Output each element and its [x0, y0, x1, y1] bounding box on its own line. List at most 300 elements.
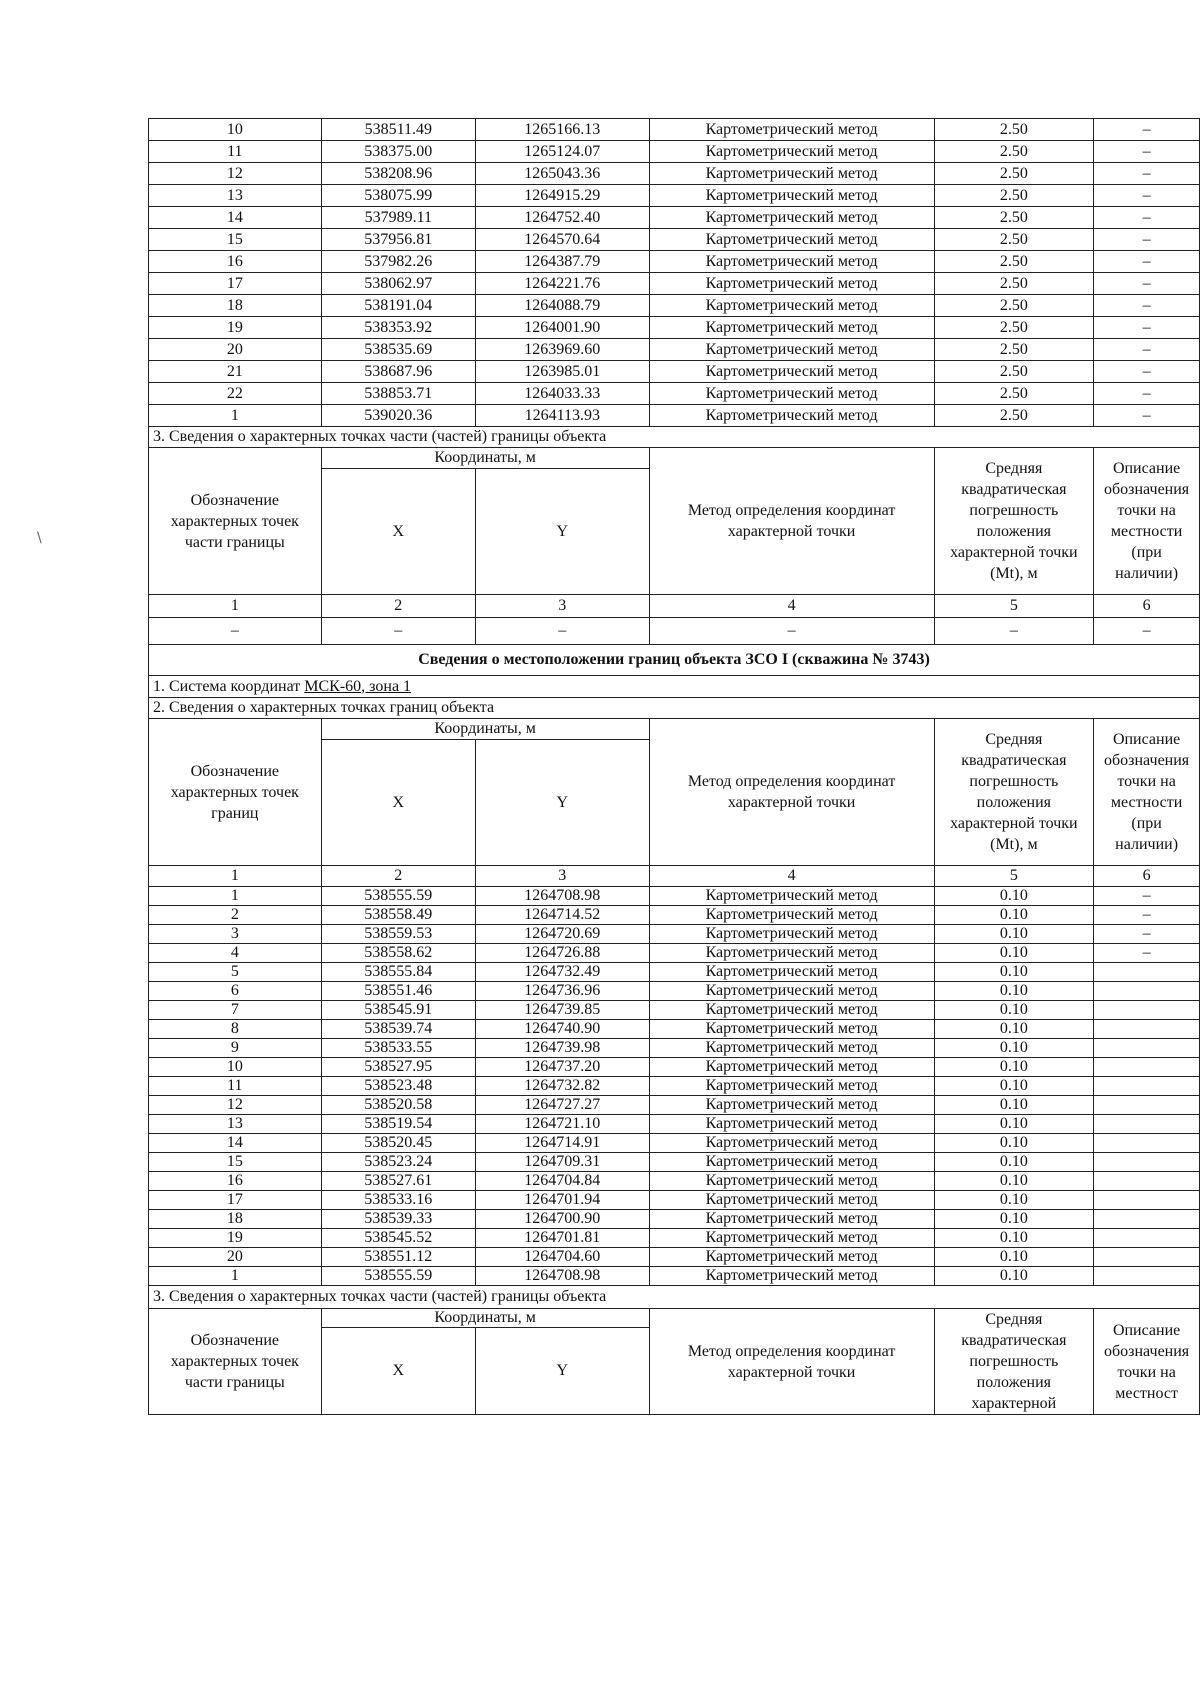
table-row: [149, 906, 1200, 925]
error-value: 0.10: [934, 1248, 1094, 1267]
description: –: [1094, 906, 1200, 925]
point-number: 3: [149, 925, 322, 944]
coord-y: 1264704.84: [475, 1172, 649, 1191]
coord-x: 538558.62: [321, 944, 475, 963]
table-row: [149, 887, 1200, 906]
colnum-1: 1: [149, 595, 322, 618]
point-number: 14: [149, 1134, 322, 1153]
section3-title-row: [149, 427, 1200, 448]
table-row: [149, 1115, 1200, 1134]
method: Картометрический метод: [649, 944, 934, 963]
coord-x: 538523.24: [321, 1153, 475, 1172]
header-error-3: Средняя квадратическая погрешность положения характерной: [934, 1309, 1094, 1415]
table-row: [149, 119, 1200, 141]
colnum-2: 2: [321, 595, 475, 618]
point-number: 2: [149, 906, 322, 925]
coord-y: 1264714.52: [475, 906, 649, 925]
document-page: [148, 118, 1200, 1415]
method: Картометрический метод: [649, 1039, 934, 1058]
coord-x: 537982.26: [321, 251, 475, 273]
column-numbers-row-2: [149, 866, 1200, 887]
method: Картометрический метод: [649, 982, 934, 1001]
error-value: 0.10: [934, 944, 1094, 963]
table1-body: [149, 119, 1200, 427]
colnum-2: 2: [321, 866, 475, 887]
coord-y: 1264088.79: [475, 295, 649, 317]
header-description-2: Описание обозначения точки на местности (при наличии): [1094, 719, 1200, 866]
description: [1094, 1058, 1200, 1077]
error-value: 0.10: [934, 1115, 1094, 1134]
coord-system-value: МСК-60, зона 1: [304, 677, 412, 695]
table-row: [149, 339, 1200, 361]
coord-x: 538208.96: [321, 163, 475, 185]
point-number: 13: [149, 185, 322, 207]
coord-x: 537989.11: [321, 207, 475, 229]
colnum-6: 6: [1094, 866, 1200, 887]
method: Картометрический метод: [649, 251, 934, 273]
point-number: 18: [149, 1210, 322, 1229]
point-number: 17: [149, 1191, 322, 1210]
table-row: [149, 163, 1200, 185]
table-row: [149, 1153, 1200, 1172]
error-value: 2.50: [934, 339, 1094, 361]
coord-x: 538375.00: [321, 141, 475, 163]
header-part2-row-1: [149, 1309, 1200, 1328]
description: –: [1094, 383, 1200, 405]
error-value: 2.50: [934, 295, 1094, 317]
method: Картометрический метод: [649, 1210, 934, 1229]
coord-y: 1264727.27: [475, 1096, 649, 1115]
error-value: 2.50: [934, 361, 1094, 383]
coord-y: 1264732.82: [475, 1077, 649, 1096]
column-numbers-row: [149, 595, 1200, 618]
point-number: 17: [149, 273, 322, 295]
method: Картометрический метод: [649, 317, 934, 339]
description: –: [1094, 339, 1200, 361]
error-value: 0.10: [934, 887, 1094, 906]
coord-x: 538539.74: [321, 1020, 475, 1039]
description: [1094, 1267, 1200, 1286]
empty-cell: –: [149, 618, 322, 645]
error-value: 2.50: [934, 163, 1094, 185]
section3-title: 3. Сведения о характерных точках части (частей) границы объекта: [149, 427, 1200, 448]
point-number: 6: [149, 982, 322, 1001]
colnum-4: 4: [649, 866, 934, 887]
coord-y: 1265124.07: [475, 141, 649, 163]
description: –: [1094, 887, 1200, 906]
point-number: 18: [149, 295, 322, 317]
coord-y: 1264736.96: [475, 982, 649, 1001]
header-part-col1: Обозначение характерных точек части границы: [149, 448, 322, 595]
error-value: 2.50: [934, 119, 1094, 141]
coord-y: 1264001.90: [475, 317, 649, 339]
colnum-5: 5: [934, 866, 1094, 887]
table-row: [149, 925, 1200, 944]
section2-title: 2. Сведения о характерных точках границ объекта: [149, 698, 1200, 719]
table-row: [149, 317, 1200, 339]
method: Картометрический метод: [649, 141, 934, 163]
point-number: 14: [149, 207, 322, 229]
table-row: [149, 944, 1200, 963]
error-value: 2.50: [934, 141, 1094, 163]
point-number: 11: [149, 1077, 322, 1096]
point-number: 16: [149, 251, 322, 273]
header-error-2: Средняя квадратическая погрешность положения характерной точки (Mt), м: [934, 719, 1094, 866]
description: [1094, 1210, 1200, 1229]
coord-y: 1263969.60: [475, 339, 649, 361]
empty-row: [149, 618, 1200, 645]
error-value: 0.10: [934, 1077, 1094, 1096]
error-value: 0.10: [934, 1210, 1094, 1229]
header-coords-3: Координаты, м: [321, 1309, 649, 1328]
method: Картометрический метод: [649, 1020, 934, 1039]
error-value: 0.10: [934, 1229, 1094, 1248]
coord-y: 1264721.10: [475, 1115, 649, 1134]
coord-x: 538551.46: [321, 982, 475, 1001]
coord-y: 1264739.85: [475, 1001, 649, 1020]
empty-cell: –: [1094, 618, 1200, 645]
point-number: 1: [149, 887, 322, 906]
coord-x: 538687.96: [321, 361, 475, 383]
point-number: 10: [149, 1058, 322, 1077]
table-row: [149, 229, 1200, 251]
error-value: 2.50: [934, 273, 1094, 295]
method: Картометрический метод: [649, 1191, 934, 1210]
point-number: 15: [149, 229, 322, 251]
method: Картометрический метод: [649, 887, 934, 906]
description: [1094, 1020, 1200, 1039]
description: –: [1094, 185, 1200, 207]
table-row: [149, 1096, 1200, 1115]
coord-y: 1264752.40: [475, 207, 649, 229]
table-row: [149, 1134, 1200, 1153]
coord-y: 1264701.94: [475, 1191, 649, 1210]
empty-cell: –: [934, 618, 1094, 645]
coord-y: 1264739.98: [475, 1039, 649, 1058]
section3-title-row-2: [149, 1286, 1200, 1309]
description: [1094, 1115, 1200, 1134]
coord-x: 538191.04: [321, 295, 475, 317]
description: [1094, 1134, 1200, 1153]
description: –: [1094, 141, 1200, 163]
error-value: 0.10: [934, 1001, 1094, 1020]
method: Картометрический метод: [649, 1058, 934, 1077]
coord-x: 538527.95: [321, 1058, 475, 1077]
description: –: [1094, 405, 1200, 427]
coord-y: 1264570.64: [475, 229, 649, 251]
description: [1094, 1096, 1200, 1115]
header-x: X: [321, 469, 475, 595]
description: [1094, 1153, 1200, 1172]
error-value: 2.50: [934, 207, 1094, 229]
method: Картометрический метод: [649, 207, 934, 229]
description: –: [1094, 925, 1200, 944]
error-value: 0.10: [934, 1153, 1094, 1172]
error-value: 0.10: [934, 1058, 1094, 1077]
point-number: 10: [149, 119, 322, 141]
colnum-4: 4: [649, 595, 934, 618]
coordinates-table: [148, 118, 1200, 1415]
coord-x: 538527.61: [321, 1172, 475, 1191]
description: –: [1094, 317, 1200, 339]
point-number: 1: [149, 405, 322, 427]
coord-x: 538519.54: [321, 1115, 475, 1134]
coord-y: 1264113.93: [475, 405, 649, 427]
method: Картометрический метод: [649, 405, 934, 427]
method: Картометрический метод: [649, 1248, 934, 1267]
description: [1094, 963, 1200, 982]
description: [1094, 982, 1200, 1001]
method: Картометрический метод: [649, 963, 934, 982]
point-number: 16: [149, 1172, 322, 1191]
coord-y: 1264709.31: [475, 1153, 649, 1172]
coord-y: 1264720.69: [475, 925, 649, 944]
coord-x: 538539.33: [321, 1210, 475, 1229]
coord-x: 538533.55: [321, 1039, 475, 1058]
coord-system-row: [149, 676, 1200, 698]
method: Картометрический метод: [649, 295, 934, 317]
coord-x: 538520.45: [321, 1134, 475, 1153]
method: Картометрический метод: [649, 1172, 934, 1191]
empty-cell: –: [321, 618, 475, 645]
coord-x: 538062.97: [321, 273, 475, 295]
method: Картометрический метод: [649, 906, 934, 925]
coord-y: 1265166.13: [475, 119, 649, 141]
coord-y: 1264708.98: [475, 1267, 649, 1286]
description: [1094, 1229, 1200, 1248]
error-value: 0.10: [934, 1267, 1094, 1286]
description: –: [1094, 229, 1200, 251]
table2-body: [149, 887, 1200, 1286]
coord-x: 538559.53: [321, 925, 475, 944]
zso-title: Сведения о местоположении границ объекта ЗСО I (скважина № 3743): [149, 645, 1200, 676]
table-row: [149, 1058, 1200, 1077]
section3-title-2: 3. Сведения о характерных точках части (частей) границы объекта: [149, 1286, 1200, 1309]
point-number: 12: [149, 163, 322, 185]
section2-title-row: [149, 698, 1200, 719]
method: Картометрический метод: [649, 273, 934, 295]
coord-x: 538520.58: [321, 1096, 475, 1115]
header-method-3: Метод определения координат характерной точки: [649, 1309, 934, 1415]
description: [1094, 1172, 1200, 1191]
point-number: 5: [149, 963, 322, 982]
method: Картометрический метод: [649, 1229, 934, 1248]
coord-x: 538555.59: [321, 1267, 475, 1286]
header-main-col1: Обозначение характерных точек границ: [149, 719, 322, 866]
coord-y: 1264701.81: [475, 1229, 649, 1248]
description: [1094, 1039, 1200, 1058]
table-row: [149, 207, 1200, 229]
empty-cell: –: [649, 618, 934, 645]
table-row: [149, 1001, 1200, 1020]
method: Картометрический метод: [649, 1096, 934, 1115]
method: Картометрический метод: [649, 119, 934, 141]
point-number: 1: [149, 1267, 322, 1286]
description: –: [1094, 361, 1200, 383]
table-row: [149, 251, 1200, 273]
description: –: [1094, 251, 1200, 273]
coord-y: 1264714.91: [475, 1134, 649, 1153]
method: Картометрический метод: [649, 1077, 934, 1096]
method: Картометрический метод: [649, 229, 934, 251]
error-value: 0.10: [934, 1134, 1094, 1153]
description: [1094, 1077, 1200, 1096]
description: [1094, 1001, 1200, 1020]
coord-x: 538353.92: [321, 317, 475, 339]
table-row: [149, 141, 1200, 163]
error-value: 0.10: [934, 1096, 1094, 1115]
table-row: [149, 1267, 1200, 1286]
point-number: 21: [149, 361, 322, 383]
method: Картометрический метод: [649, 1001, 934, 1020]
error-value: 0.10: [934, 1172, 1094, 1191]
table-row: [149, 273, 1200, 295]
description: [1094, 1248, 1200, 1267]
point-number: 4: [149, 944, 322, 963]
colnum-5: 5: [934, 595, 1094, 618]
description: [1094, 1191, 1200, 1210]
header-part-row-1: [149, 448, 1200, 469]
error-value: 0.10: [934, 1191, 1094, 1210]
table-row: [149, 1020, 1200, 1039]
coord-x: 538555.84: [321, 963, 475, 982]
header-description-3: Описание обозначения точки на местност: [1094, 1309, 1200, 1415]
description: –: [1094, 163, 1200, 185]
description: –: [1094, 119, 1200, 141]
method: Картометрический метод: [649, 925, 934, 944]
error-value: 2.50: [934, 383, 1094, 405]
table-row: [149, 405, 1200, 427]
point-number: 8: [149, 1020, 322, 1039]
point-number: 11: [149, 141, 322, 163]
header-part2-col1: Обозначение характерных точек части границы: [149, 1309, 322, 1415]
table-row: [149, 1077, 1200, 1096]
table-row: [149, 361, 1200, 383]
coord-x: 538075.99: [321, 185, 475, 207]
error-value: 2.50: [934, 229, 1094, 251]
table-row: [149, 1248, 1200, 1267]
table-row: [149, 185, 1200, 207]
point-number: 7: [149, 1001, 322, 1020]
error-value: 0.10: [934, 925, 1094, 944]
error-value: 0.10: [934, 963, 1094, 982]
coord-y: 1264387.79: [475, 251, 649, 273]
header-method-2: Метод определения координат характерной точки: [649, 719, 934, 866]
method: Картометрический метод: [649, 361, 934, 383]
table-row: [149, 295, 1200, 317]
method: Картометрический метод: [649, 1267, 934, 1286]
table-row: [149, 963, 1200, 982]
point-number: 19: [149, 1229, 322, 1248]
point-number: 13: [149, 1115, 322, 1134]
header-x-3: X: [321, 1328, 475, 1415]
table-row: [149, 1210, 1200, 1229]
point-number: 20: [149, 339, 322, 361]
description: –: [1094, 295, 1200, 317]
description: –: [1094, 207, 1200, 229]
empty-cell: –: [475, 618, 649, 645]
zso-title-row: [149, 645, 1200, 676]
table-row: [149, 982, 1200, 1001]
description: –: [1094, 273, 1200, 295]
point-number: 9: [149, 1039, 322, 1058]
coord-system-prefix: 1. Система координат: [153, 677, 305, 695]
header-main-row-1: [149, 719, 1200, 740]
coord-y: 1265043.36: [475, 163, 649, 185]
coord-y: 1264915.29: [475, 185, 649, 207]
coord-y: 1264737.20: [475, 1058, 649, 1077]
header-x-2: X: [321, 740, 475, 866]
table-row: [149, 1229, 1200, 1248]
colnum-1: 1: [149, 866, 322, 887]
coord-y: 1264726.88: [475, 944, 649, 963]
coord-y: 1264732.49: [475, 963, 649, 982]
coord-x: 538545.91: [321, 1001, 475, 1020]
method: Картометрический метод: [649, 1115, 934, 1134]
coord-y: 1264033.33: [475, 383, 649, 405]
coord-x: 538558.49: [321, 906, 475, 925]
header-y-3: Y: [475, 1328, 649, 1415]
coord-x: 538853.71: [321, 383, 475, 405]
coord-x: 538551.12: [321, 1248, 475, 1267]
method: Картометрический метод: [649, 1153, 934, 1172]
coord-x: 538523.48: [321, 1077, 475, 1096]
coord-y: 1263985.01: [475, 361, 649, 383]
header-coords-2: Координаты, м: [321, 719, 649, 740]
coord-x: 539020.36: [321, 405, 475, 427]
method: Картометрический метод: [649, 163, 934, 185]
table-row: [149, 1039, 1200, 1058]
header-y-2: Y: [475, 740, 649, 866]
point-number: 15: [149, 1153, 322, 1172]
point-number: 22: [149, 383, 322, 405]
coord-y: 1264700.90: [475, 1210, 649, 1229]
colnum-3: 3: [475, 595, 649, 618]
point-number: 19: [149, 317, 322, 339]
coord-y: 1264708.98: [475, 887, 649, 906]
header-y: Y: [475, 469, 649, 595]
colnum-6: 6: [1094, 595, 1200, 618]
header-coords: Координаты, м: [321, 448, 649, 469]
coord-system: [149, 676, 1200, 698]
coord-x: 538511.49: [321, 119, 475, 141]
error-value: 0.10: [934, 1039, 1094, 1058]
header-description: Описание обозначения точки на местности (при наличии): [1094, 448, 1200, 595]
method: Картометрический метод: [649, 339, 934, 361]
coord-y: 1264221.76: [475, 273, 649, 295]
error-value: 0.10: [934, 982, 1094, 1001]
description: –: [1094, 944, 1200, 963]
coord-y: 1264704.60: [475, 1248, 649, 1267]
header-error: Средняя квадратическая погрешность положения характерной точки (Mt), м: [934, 448, 1094, 595]
table-row: [149, 1191, 1200, 1210]
error-value: 2.50: [934, 251, 1094, 273]
error-value: 2.50: [934, 405, 1094, 427]
coord-x: 537956.81: [321, 229, 475, 251]
header-method: Метод определения координат характерной точки: [649, 448, 934, 595]
point-number: 20: [149, 1248, 322, 1267]
coord-x: 538555.59: [321, 887, 475, 906]
method: Картометрический метод: [649, 383, 934, 405]
coord-x: 538535.69: [321, 339, 475, 361]
error-value: 0.10: [934, 1020, 1094, 1039]
colnum-3: 3: [475, 866, 649, 887]
error-value: 2.50: [934, 317, 1094, 339]
coord-y: 1264740.90: [475, 1020, 649, 1039]
coord-x: 538533.16: [321, 1191, 475, 1210]
table-row: [149, 1172, 1200, 1191]
error-value: 2.50: [934, 185, 1094, 207]
